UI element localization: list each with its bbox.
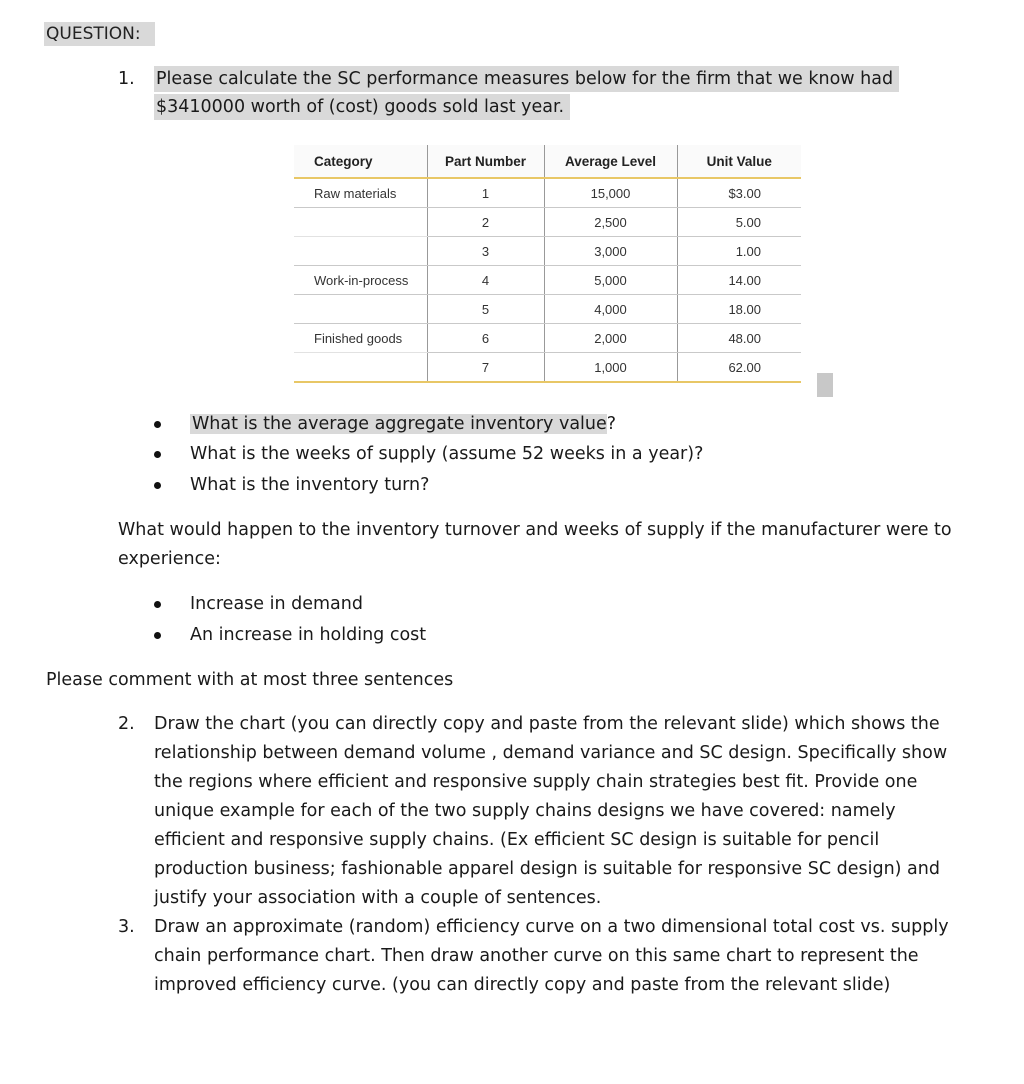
question-label: QUESTION: <box>44 22 155 46</box>
bullet-icon <box>154 482 161 489</box>
comment-instruction: Please comment with at most three sentences <box>46 670 454 690</box>
cell-average-level: 4,000 <box>544 295 677 324</box>
table-row <box>294 353 801 383</box>
q2-line: justify your association with a couple of sentences. <box>154 888 602 908</box>
bullet-inventory-turn: What is the inventory turn? <box>190 475 430 495</box>
header-unit-value: Unit Value <box>677 145 801 178</box>
table-header-row <box>294 145 801 178</box>
cell-category <box>294 353 427 383</box>
table-row <box>294 295 801 324</box>
cell-part-number: 7 <box>427 353 544 383</box>
cell-average-level: 1,000 <box>544 353 677 383</box>
text-cursor-block <box>817 373 833 397</box>
cell-unit-value: 62.00 <box>677 353 801 383</box>
cell-unit-value: 48.00 <box>677 324 801 353</box>
cell-part-number: 3 <box>427 237 544 266</box>
cell-category <box>294 295 427 324</box>
cell-category: Finished goods <box>294 324 427 353</box>
cell-category: Work-in-process <box>294 266 427 295</box>
q3-text <box>154 913 949 1000</box>
table-row <box>294 208 801 237</box>
q3-line: Draw an approximate (random) efficiency curve on a two dimensional total cost vs. supply <box>154 917 949 937</box>
bullet-increase-demand: Increase in demand <box>190 594 363 614</box>
q3-line: chain performance chart. Then draw another curve on this same chart to represent the <box>154 946 919 966</box>
bullet-icon <box>154 632 161 639</box>
bullet-icon <box>154 601 161 608</box>
bullet-icon <box>154 421 161 428</box>
q3-number: 3. <box>118 917 135 937</box>
q1-text <box>154 66 916 120</box>
cell-average-level: 15,000 <box>544 178 677 208</box>
cell-unit-value: 5.00 <box>677 208 801 237</box>
cell-category: Raw materials <box>294 178 427 208</box>
cell-unit-value: 18.00 <box>677 295 801 324</box>
bullet-weeks-of-supply: What is the weeks of supply (assume 52 weeks in a year)? <box>190 444 704 464</box>
q1-line1: Please calculate the SC performance measures below for the firm that we know had <box>154 66 899 92</box>
q2-line: production business; fashionable apparel design is suitable for responsive SC design) and <box>154 859 940 879</box>
cell-average-level: 2,000 <box>544 324 677 353</box>
cell-average-level: 2,500 <box>544 208 677 237</box>
q2-text <box>154 710 947 913</box>
header-average-level: Average Level <box>544 145 677 178</box>
table-row <box>294 237 801 266</box>
table-row <box>294 178 801 208</box>
q2-line: the regions where efficient and responsive supply chain strategies best fit. Provide one <box>154 772 918 792</box>
q2-line: relationship between demand volume , demand variance and SC design. Specifically show <box>154 743 948 763</box>
cell-part-number: 1 <box>427 178 544 208</box>
bullet-avg-inventory <box>190 412 616 436</box>
cell-category <box>294 208 427 237</box>
cell-unit-value: $3.00 <box>677 178 801 208</box>
q2-number: 2. <box>118 714 135 734</box>
q2-line: efficient and responsive supply chains. (Ex efficient SC design is suitable for pencil <box>154 830 880 850</box>
bullet-avg-inventory-text: What is the average aggregate inventory value <box>192 414 607 434</box>
cell-average-level: 3,000 <box>544 237 677 266</box>
table-row <box>294 266 801 295</box>
cell-category <box>294 237 427 266</box>
q3-line: improved efficiency curve. (you can directly copy and paste from the relevant slide) <box>154 975 891 995</box>
table-row <box>294 324 801 353</box>
what-would-line1: What would happen to the inventory turnover and weeks of supply if the manufacturer were to <box>118 520 952 540</box>
bullet-holding-cost: An increase in holding cost <box>190 625 427 645</box>
q2-line: Draw the chart (you can directly copy and paste from the relevant slide) which shows the <box>154 714 940 734</box>
what-would-line2: experience: <box>118 549 221 569</box>
cell-part-number: 5 <box>427 295 544 324</box>
bullet-avg-inventory-qmark: ? <box>606 414 617 434</box>
cell-unit-value: 1.00 <box>677 237 801 266</box>
inventory-table <box>294 145 801 383</box>
q1-number: 1. <box>118 69 135 89</box>
cell-unit-value: 14.00 <box>677 266 801 295</box>
cell-part-number: 2 <box>427 208 544 237</box>
q2-line: unique example for each of the two supply chains designs we have covered: namely <box>154 801 896 821</box>
q1-line2: $3410000 worth of (cost) goods sold last year. <box>154 94 570 120</box>
cell-part-number: 4 <box>427 266 544 295</box>
header-category: Category <box>294 145 427 178</box>
cell-part-number: 6 <box>427 324 544 353</box>
bullet-icon <box>154 451 161 458</box>
header-part-number: Part Number <box>427 145 544 178</box>
cell-average-level: 5,000 <box>544 266 677 295</box>
